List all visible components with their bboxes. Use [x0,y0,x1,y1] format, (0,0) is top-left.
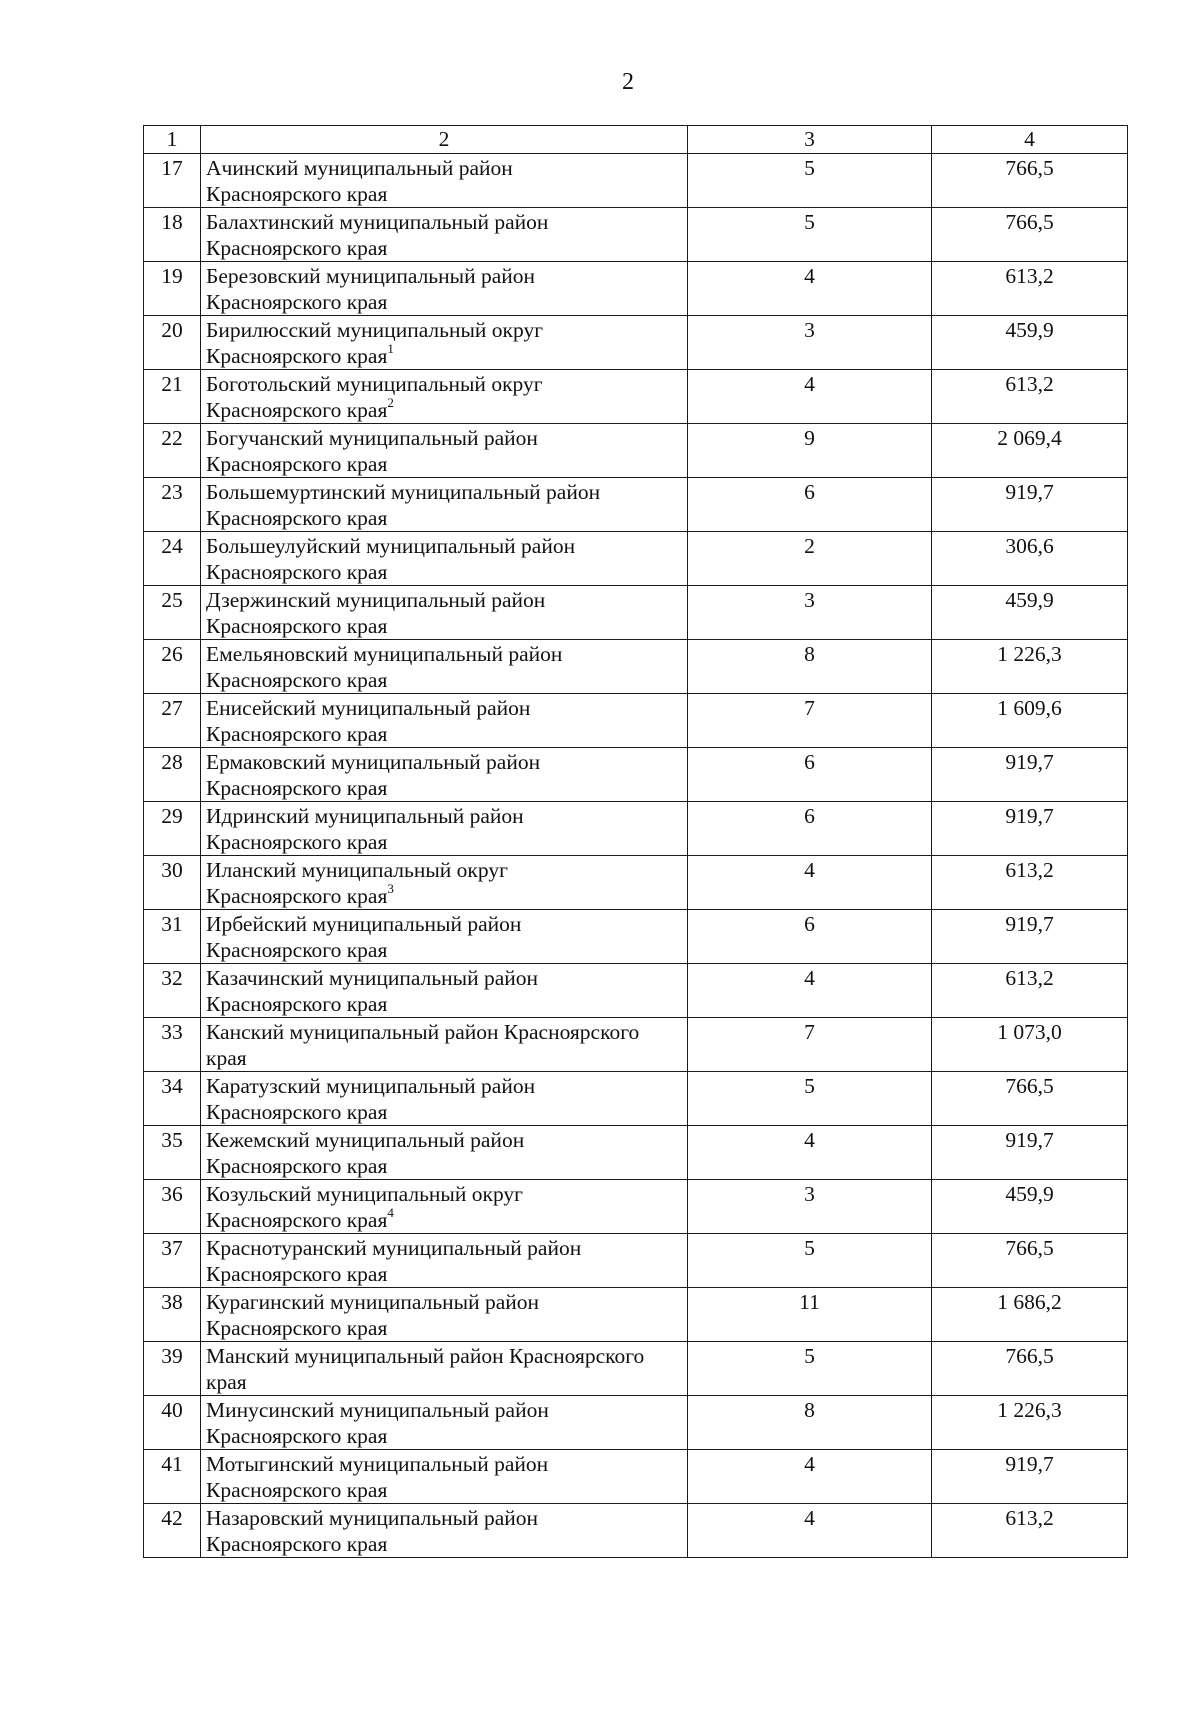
table-row [144,1018,1128,1072]
municipality-name-line-2-wrap [206,1531,683,1557]
table-row [144,154,1128,208]
municipality-name-line-2-wrap [206,181,683,207]
municipality-name-line-2-wrap [206,1153,683,1179]
table-row [144,586,1128,640]
municipality-name-line-2-wrap [206,1045,683,1071]
column-4-value: 1 073,0 [932,1018,1128,1072]
table-row [144,640,1128,694]
row-number: 39 [144,1342,201,1396]
column-3-value: 4 [688,262,932,316]
row-number: 30 [144,856,201,910]
municipality-name [201,640,688,694]
municipality-name [201,964,688,1018]
footnote-marker: 4 [387,1205,394,1220]
column-3-value: 7 [688,1018,932,1072]
column-4-value: 306,6 [932,532,1128,586]
municipality-name-line-2: Красноярского края [206,398,388,422]
column-4-value: 1 226,3 [932,1396,1128,1450]
municipality-name-line-2-wrap [206,1315,683,1341]
table-row [144,802,1128,856]
row-number: 17 [144,154,201,208]
column-4-value: 1 609,6 [932,694,1128,748]
table-body [144,154,1128,1558]
municipality-name-line-2-wrap [206,343,683,369]
column-3-value: 5 [688,1072,932,1126]
municipality-name [201,802,688,856]
column-3-value: 5 [688,154,932,208]
table-row [144,856,1128,910]
municipality-name-line-2-wrap [206,1477,683,1503]
table-row [144,1288,1128,1342]
footnote-marker: 2 [387,395,394,410]
municipality-name-line-2: Красноярского края [206,884,388,908]
municipality-name-line-2: Красноярского края [206,560,388,584]
municipality-name-line-2: Красноярского края [206,1478,388,1502]
municipality-name [201,478,688,532]
municipality-name-line-2: Красноярского края [206,938,388,962]
column-3-value: 4 [688,1504,932,1558]
municipality-name-line-1: Канский муниципальный район Красноярского [206,1020,640,1044]
column-4-value: 766,5 [932,1342,1128,1396]
municipality-name-line-1: Емельяновский муниципальный район [206,642,563,666]
row-number: 21 [144,370,201,424]
municipality-name-line-1: Идринский муниципальный район [206,804,524,828]
municipality-name-line-2-wrap [206,1423,683,1449]
municipality-name-line-2: края [206,1046,247,1070]
table-row [144,1126,1128,1180]
municipality-name [201,1342,688,1396]
municipality-name-line-2-wrap [206,721,683,747]
municipality-name [201,748,688,802]
municipality-name [201,1180,688,1234]
municipality-name-line-2-wrap [206,775,683,801]
municipality-name-line-2-wrap [206,667,683,693]
municipality-name-line-2-wrap [206,559,683,585]
column-3-value: 9 [688,424,932,478]
municipality-name-line-1: Мотыгинский муниципальный район [206,1452,549,1476]
municipality-name-line-2: Красноярского края [206,1316,388,1340]
column-3-value: 3 [688,586,932,640]
municipality-name-line-2: Красноярского края [206,290,388,314]
municipality-name-line-1: Ачинский муниципальный район [206,156,513,180]
row-number: 37 [144,1234,201,1288]
municipality-name-line-2: Красноярского края [206,722,388,746]
row-number: 32 [144,964,201,1018]
municipality-name [201,532,688,586]
municipality-name-line-2-wrap [206,1261,683,1287]
municipality-name-line-2-wrap [206,451,683,477]
table-row [144,262,1128,316]
table-row [144,1342,1128,1396]
column-4-value: 2 069,4 [932,424,1128,478]
header-col-1: 1 [144,126,201,154]
municipality-name [201,1288,688,1342]
municipality-name-line-2-wrap [206,289,683,315]
municipality-name-line-1: Дзержинский муниципальный район [206,588,546,612]
row-number: 23 [144,478,201,532]
table-row [144,748,1128,802]
municipality-name-line-2: края [206,1370,247,1394]
table-row [144,1072,1128,1126]
table-row [144,1180,1128,1234]
municipality-name [201,694,688,748]
row-number: 40 [144,1396,201,1450]
municipality-name-line-1: Балахтинский муниципальный район [206,210,549,234]
table-row [144,1396,1128,1450]
municipality-name [201,1126,688,1180]
table-row [144,1504,1128,1558]
municipality-name [201,586,688,640]
column-3-value: 4 [688,370,932,424]
municipality-name-line-2: Красноярского края [206,830,388,854]
column-3-value: 8 [688,1396,932,1450]
table-row [144,370,1128,424]
row-number: 24 [144,532,201,586]
municipality-name-line-2: Красноярского края [206,1532,388,1556]
row-number: 35 [144,1126,201,1180]
row-number: 29 [144,802,201,856]
table-row [144,1450,1128,1504]
table-row [144,910,1128,964]
municipality-name-line-2: Красноярского края [206,614,388,638]
column-3-value: 3 [688,316,932,370]
column-4-value: 1 226,3 [932,640,1128,694]
municipality-name-line-1: Курагинский муниципальный район [206,1290,540,1314]
table-row [144,316,1128,370]
row-number: 26 [144,640,201,694]
row-number: 27 [144,694,201,748]
municipality-name-line-2: Красноярского края [206,182,388,206]
municipality-name-line-2-wrap [206,235,683,261]
municipality-name-line-2: Красноярского края [206,506,388,530]
municipality-name-line-1: Ирбейский муниципальный район [206,912,522,936]
municipality-name-line-2-wrap [206,829,683,855]
municipality-name [201,208,688,262]
municipality-name-line-1: Бирилюсский муниципальный округ [206,318,544,342]
column-4-value: 613,2 [932,856,1128,910]
footnote-marker: 1 [387,341,394,356]
municipality-name-line-2-wrap [206,1369,683,1395]
column-4-value: 919,7 [932,910,1128,964]
row-number: 36 [144,1180,201,1234]
column-3-value: 4 [688,1450,932,1504]
header-col-3: 3 [688,126,932,154]
municipality-name [201,1018,688,1072]
municipality-name-line-2: Красноярского края [206,1100,388,1124]
row-number: 18 [144,208,201,262]
municipality-name-line-2: Красноярского края [206,1208,388,1232]
municipality-name [201,370,688,424]
column-3-value: 8 [688,640,932,694]
municipality-name [201,1072,688,1126]
municipality-name-line-2: Красноярского края [206,992,388,1016]
table-row [144,532,1128,586]
column-3-value: 5 [688,208,932,262]
table-row [144,424,1128,478]
municipality-name-line-1: Большемуртинский муниципальный район [206,480,601,504]
row-number: 34 [144,1072,201,1126]
row-number: 28 [144,748,201,802]
column-4-value: 613,2 [932,262,1128,316]
row-number: 33 [144,1018,201,1072]
row-number: 25 [144,586,201,640]
header-col-2: 2 [201,126,688,154]
municipality-name [201,1396,688,1450]
column-3-value: 7 [688,694,932,748]
column-4-value: 613,2 [932,370,1128,424]
municipality-name-line-2-wrap [206,1099,683,1125]
municipality-name [201,262,688,316]
municipality-name-line-1: Кежемский муниципальный район [206,1128,525,1152]
municipality-name-line-2: Красноярского края [206,1262,388,1286]
municipality-name [201,154,688,208]
page-number: 2 [622,69,634,95]
municipality-name-line-2-wrap [206,505,683,531]
column-3-value: 4 [688,964,932,1018]
municipality-name-line-1: Богучанский муниципальный район [206,426,538,450]
column-4-value: 919,7 [932,1126,1128,1180]
column-4-value: 459,9 [932,316,1128,370]
column-4-value: 766,5 [932,1234,1128,1288]
row-number: 41 [144,1450,201,1504]
row-number: 38 [144,1288,201,1342]
column-4-value: 766,5 [932,154,1128,208]
column-3-value: 4 [688,1126,932,1180]
footnote-marker: 3 [387,881,394,896]
municipality-name-line-2: Красноярского края [206,236,388,260]
column-3-value: 5 [688,1234,932,1288]
municipality-name-line-1: Большеулуйский муниципальный район [206,534,576,558]
column-4-value: 613,2 [932,1504,1128,1558]
municipality-name-line-2: Красноярского края [206,344,388,368]
municipality-name-line-2-wrap [206,883,683,909]
table-row [144,478,1128,532]
table-row [144,964,1128,1018]
table-header-row [144,126,1128,154]
municipality-name [201,910,688,964]
table-row [144,208,1128,262]
column-4-value: 919,7 [932,1450,1128,1504]
column-3-value: 3 [688,1180,932,1234]
municipality-name-line-1: Боготольский муниципальный округ [206,372,543,396]
municipality-name [201,1450,688,1504]
municipality-name [201,1504,688,1558]
column-4-value: 766,5 [932,208,1128,262]
column-4-value: 459,9 [932,586,1128,640]
row-number: 19 [144,262,201,316]
municipality-name-line-1: Ермаковский муниципальный район [206,750,541,774]
column-3-value: 2 [688,532,932,586]
row-number: 22 [144,424,201,478]
municipality-name-line-1: Минусинский муниципальный район [206,1398,549,1422]
column-3-value: 11 [688,1288,932,1342]
municipality-name-line-1: Назаровский муниципальный район [206,1506,539,1530]
column-3-value: 6 [688,910,932,964]
municipality-name-line-1: Березовский муниципальный район [206,264,535,288]
municipality-name-line-2: Красноярского края [206,1154,388,1178]
municipality-name-line-1: Иланский муниципальный округ [206,858,508,882]
municipality-name-line-2: Красноярского края [206,1424,388,1448]
column-4-value: 919,7 [932,748,1128,802]
municipality-name [201,1234,688,1288]
municipality-name-line-1: Енисейский муниципальный район [206,696,531,720]
column-3-value: 6 [688,802,932,856]
municipality-name-line-1: Казачинский муниципальный район [206,966,539,990]
municipality-name-line-2: Красноярского края [206,776,388,800]
table-row [144,1234,1128,1288]
municipality-name-line-1: Козульский муниципальный округ [206,1182,523,1206]
table-row [144,694,1128,748]
municipality-name-line-2-wrap [206,397,683,423]
municipality-name-line-1: Манский муниципальный район Красноярского [206,1344,645,1368]
column-4-value: 613,2 [932,964,1128,1018]
municipality-name-line-1: Краснотуранский муниципальный район [206,1236,582,1260]
column-4-value: 459,9 [932,1180,1128,1234]
municipality-name-line-2-wrap [206,937,683,963]
row-number: 20 [144,316,201,370]
header-col-4: 4 [932,126,1128,154]
municipality-name [201,316,688,370]
column-4-value: 919,7 [932,478,1128,532]
column-3-value: 4 [688,856,932,910]
column-3-value: 6 [688,478,932,532]
municipality-name-line-1: Каратузский муниципальный район [206,1074,536,1098]
municipality-name-line-2: Красноярского края [206,452,388,476]
municipality-name-line-2-wrap [206,991,683,1017]
municipality-name-line-2: Красноярского края [206,668,388,692]
municipality-name-line-2-wrap [206,1207,683,1233]
column-4-value: 1 686,2 [932,1288,1128,1342]
column-4-value: 766,5 [932,1072,1128,1126]
column-3-value: 6 [688,748,932,802]
column-3-value: 5 [688,1342,932,1396]
municipality-name [201,424,688,478]
allocation-table [143,125,1128,1558]
municipality-name-line-2-wrap [206,613,683,639]
row-number: 31 [144,910,201,964]
column-4-value: 919,7 [932,802,1128,856]
municipality-name [201,856,688,910]
row-number: 42 [144,1504,201,1558]
